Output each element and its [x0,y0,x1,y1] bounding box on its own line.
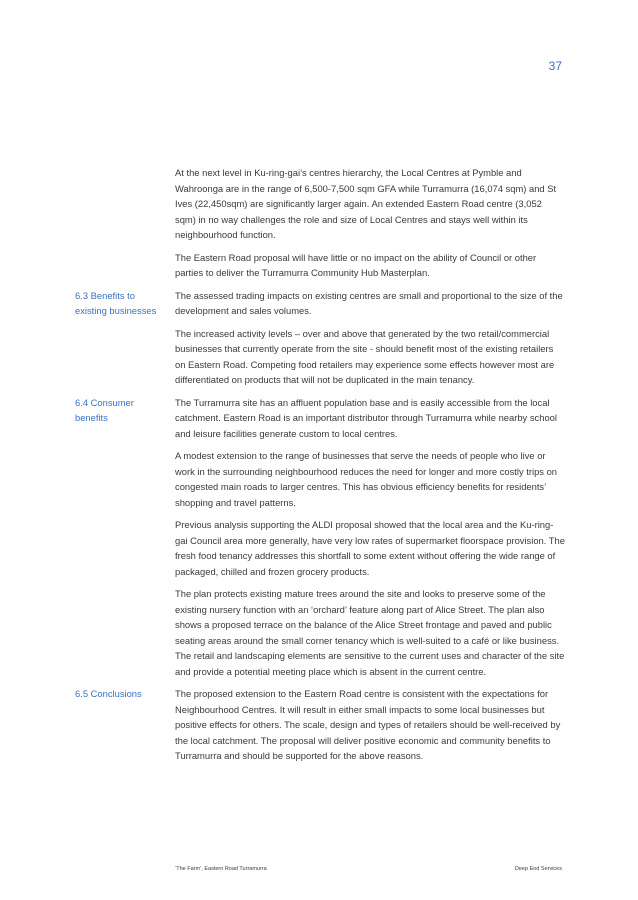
section-paragraph: The proposed extension to the Eastern Road centre is consistent with the expectations for Neighbourhood Centres. It will result in either small impacts to some local businesses but positive effects for others. The scale, design and types of retailers should be well-received by the local catchment. The proposal will deliver positive economic and community benefits to Turramurra and should be supported for the above reasons. [175,688,561,761]
section-text [175,288,565,395]
section-text [175,395,565,687]
intro-text [175,165,565,288]
section-heading: 6.5 Conclusions [75,688,142,699]
section-paragraph: The increased activity levels – over and above that generated by the two retail/commercial businesses that currently operate from the site - should benefit most of the existing retailers on Eastern Road. Competing food retailers may experience some effects however most are differentiated on products that will not be duplicated in the main tenancy. [175,327,555,385]
document-body [75,165,565,771]
section-6-3 [75,288,565,395]
section-paragraph: The plan protects existing mature trees around the site and looks to preserve some of the existing nursery function with an ‘orchard’ feature along part of Alice Street. The plan also shows a proposed terrace on the balance of the Alice Street frontage and paved and public seating areas around the small corner tenancy which is well-suited to a café or like business. The retail and landscaping elements are sensitive to the current uses and character of the site and provide a potential meeting place which is absent in the current centre. [175,588,565,677]
intro-margin [75,165,175,288]
section-paragraph: A modest extension to the range of businesses that serve the needs of people who live or work in the surrounding neighbourhood reduces the need for longer and more costly trips on congested main roads to larger centres. This has obvious efficiency benefits for residents’ shopping and travel patterns. [175,450,558,508]
section-paragraph: The Turramurra site has an affluent population base and is easily accessible from the local catchment. Eastern Road is an important distributor through Turramurra while nearby school and leisure facilities generate custom to local centres. [175,396,557,439]
section-paragraph: The assessed trading impacts on existing centres are small and proportional to the size of the development and sales volumes. [175,289,563,316]
section-text [175,686,565,771]
section-heading: 6.3 Benefits to existing businesses [75,289,157,316]
section-6-4 [75,395,565,687]
intro-paragraph: At the next level in Ku-ring-gai’s centres hierarchy, the Local Centres at Pymble and Wahroonga are in the range of 6,500-7,500 sqm GFA while Turramurra (16,074 sqm) and St Ives (22,450sqm) are significantly larger again. An extended Eastern Road centre (3,052 sqm) in no way challenges the role and size of Local Centres and stays well within its neighbourhood function. [175,167,557,240]
intro-paragraph: The Eastern Road proposal will have little or no impact on the ability of Council or other parties to deliver the Turramurra Community Hub Masterplan. [175,251,537,278]
footer-company: Deep End Services [514,866,562,872]
section-heading: 6.4 Consumer benefits [75,396,134,423]
page-number: 37 [548,59,562,73]
footer-title: ‘The Farm’, Eastern Road Turramurra [175,866,267,872]
section-paragraph: Previous analysis supporting the ALDI proposal showed that the local area and the Ku-ring-gai Council area more generally, have very low rates of supermarket floorspace provision. The fresh food tenancy addresses this shortfall to some extent without offering the wide range of packaged, chilled and frozen grocery products. [175,519,565,577]
intro-block [75,165,565,288]
section-6-5 [75,686,565,771]
